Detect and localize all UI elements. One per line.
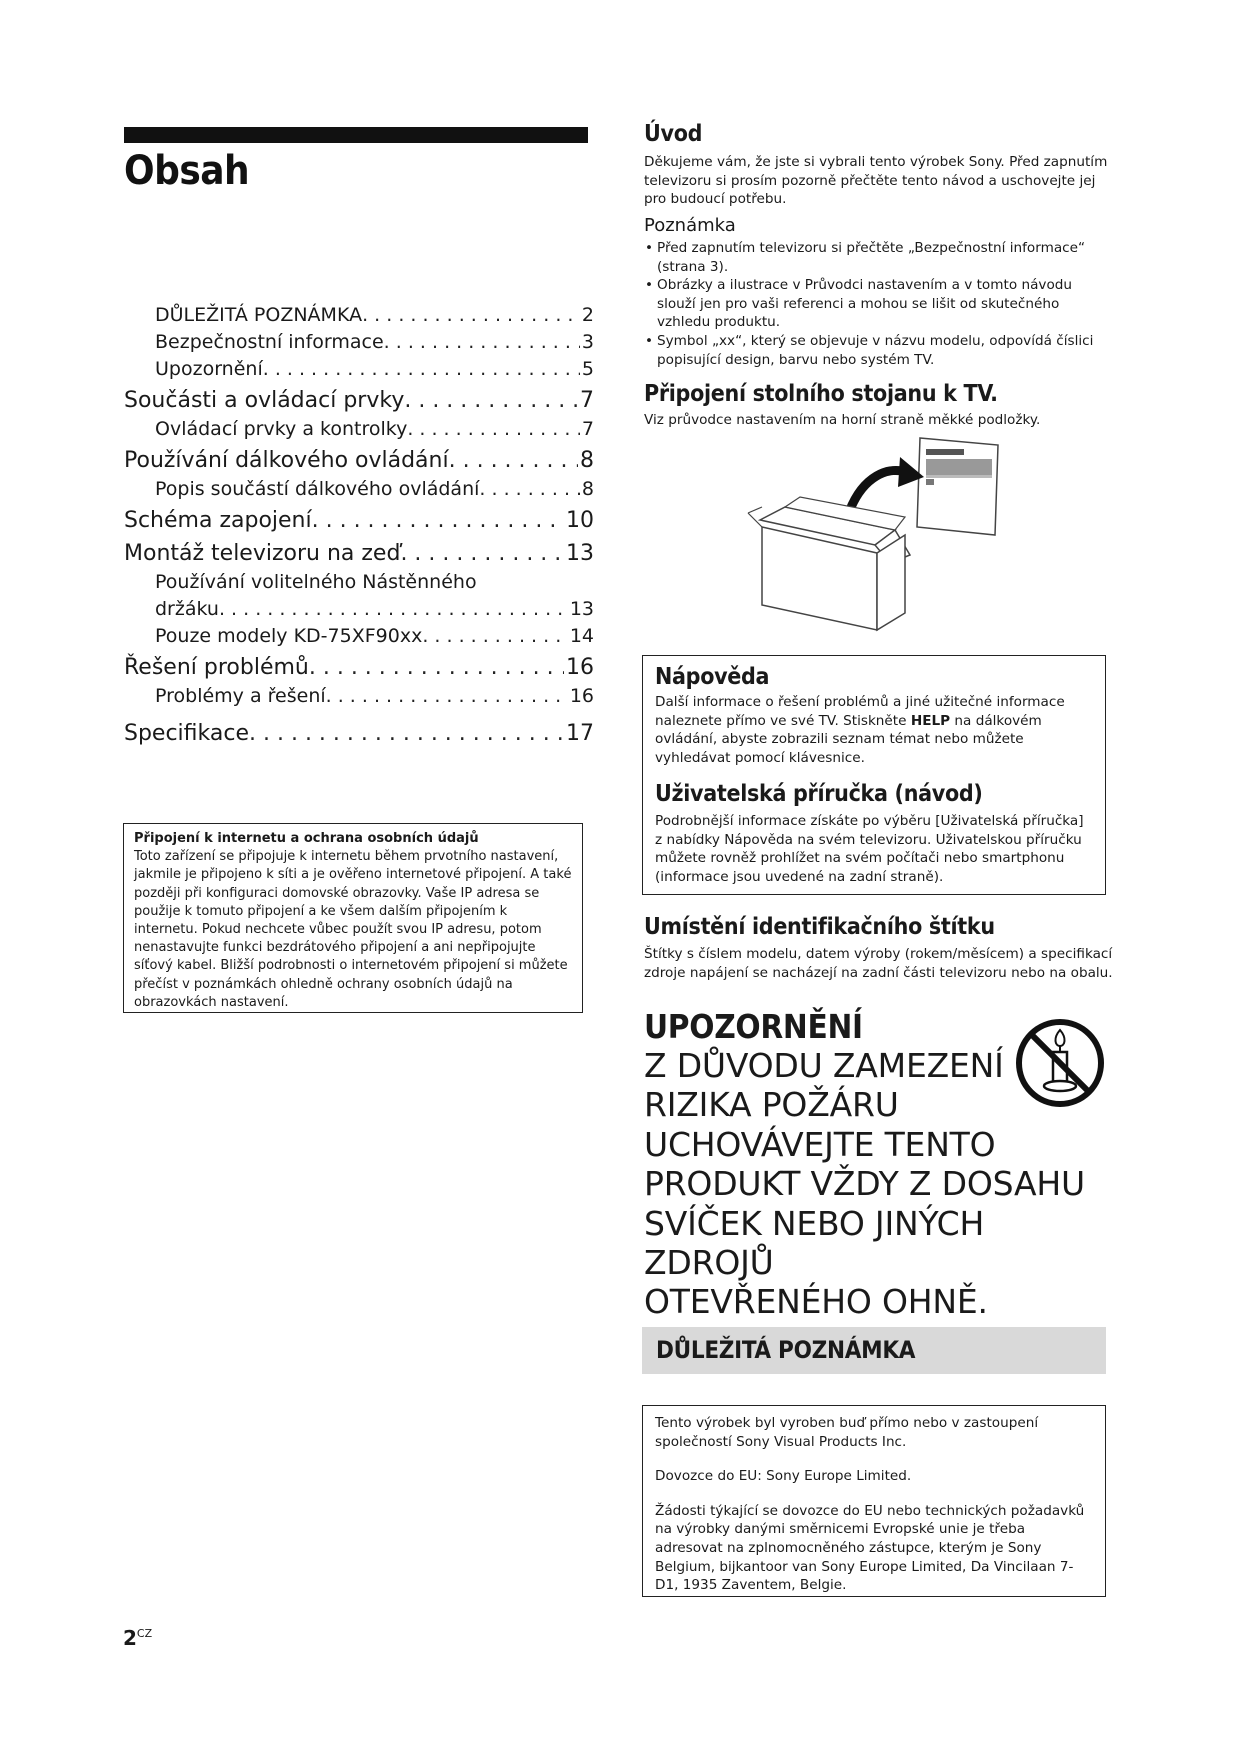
toc-entry-title: Ovládací prvky a kontrolky [155,418,408,440]
note-heading: Poznámka [644,215,736,236]
title-rule [124,127,588,143]
page-title: Obsah [124,148,250,194]
toc-entry-title: Pouze modely KD-75XF90xx [155,625,423,647]
privacy-notice-box [123,823,583,1013]
toc-entry-title: Popis součástí dálkového ovládání [155,478,480,500]
note-list [644,239,1114,369]
toc-entry-title: Součásti a ovládací prvky [124,388,405,413]
caution-line: SVÍČEK NEBO JINÝCH ZDROJŮ [644,1203,985,1283]
caution-heading: UPOZORNĚNÍ [644,1007,863,1046]
label-heading: Umístění identifikačního štítku [644,914,995,940]
manual-heading: Uživatelská příručka (návod) [655,781,983,807]
intro-heading: Úvod [644,121,703,147]
caution-line: PRODUKT VŽDY Z DOSAHU [644,1164,1085,1204]
page-number: $2^{CZ}$ [123,1626,153,1650]
toc-entry-title: Problémy a řešení [155,685,326,707]
note-item: • Obrázky a ilustrace v Průvodci nastavením a v tomto návodu slouží jen pro vaši referenci a mohou se lišit od skutečného vzhledu produktu. [644,276,1114,332]
toc-entry[interactable] [124,596,594,623]
toc-entry-page: 7 [580,388,594,413]
caution-line: RIZIKA POŽÁRU [644,1085,899,1125]
stand-heading: Připojení stolního stojanu k TV. [644,381,998,407]
manual-text: Podrobnější informace získáte po výběru [Uživatelská příručka] z nabídky Nápověda na svém televizoru. Uživatelskou příručku můžete rovněž prohlížet na svém počítači nebo smartphonu (informace jsou uvedené na zadní straně). [655,813,1084,885]
toc-entry[interactable] [124,356,594,383]
toc-entry-page: 16 [569,685,594,707]
intro-text: Děkujeme vám, že jste si vybrali tento výrobek Sony. Před zapnutím televizoru si prosím pozorně přečtěte tento návod a uschovejte jej pro budoucí potřebu. [644,154,1108,208]
toc-entry-page: 10 [566,508,594,533]
toc-entry-page: 14 [569,625,594,647]
toc-entry-page: 5 [581,358,594,380]
stand-text: Viz průvodce nastavením na horní straně měkké podložky. [644,412,1041,428]
toc-entry-page: 8 [580,448,594,473]
important-notice-heading: DŮLEŽITÁ POZNÁMKA [656,1336,916,1364]
importer-paragraph: Tento výrobek byl vyroben buď přímo nebo v zastoupení společností Sony Visual Products Inc. [655,1415,1039,1450]
toc-entry[interactable] [124,329,594,356]
toc-entry[interactable] [124,416,594,443]
toc-entry-page: 16 [566,655,594,680]
toc-entry-title: Specifikace [124,721,249,746]
note-item: • Před zapnutím televizoru si přečtěte „Bezpečnostní informace“ (strana 3). [644,239,1114,276]
toc-entry-title: DŮLEŽITÁ POZNÁMKA [155,304,363,326]
help-box [642,655,1106,895]
privacy-notice-title: Připojení k internetu a ochrana osobních údajů [134,831,479,846]
caution-line: OTEVŘENÉHO OHNĚ. [644,1282,988,1322]
help-key: HELP [910,712,951,729]
toc-entry-page: 8 [581,478,594,500]
toc-entry[interactable] [124,623,594,650]
importer-info-box [642,1405,1106,1597]
toc-entry-page: 2 [581,304,594,326]
important-notice-bar [642,1327,1106,1374]
toc-entry[interactable] [124,538,594,569]
no-open-flame-icon [1015,1018,1105,1112]
page-number-suffix: CZ [136,1627,153,1640]
toc-entry-title: Schéma zapojení [124,508,312,533]
table-of-contents [124,302,594,749]
help-heading: Nápověda [655,664,770,690]
label-text: Štítky s číslem modelu, datem výroby (rokem/měsícem) a specifikací zdroje napájení se nacházejí na zadní části televizoru nebo na obalu. [644,946,1113,981]
toc-entry[interactable] [124,683,594,710]
toc-entry-page: 3 [581,331,594,353]
toc-entry-title: Upozornění [155,358,263,380]
toc-entry-page: 17 [566,721,594,746]
note-item: • Symbol „xx“, který se objevuje v názvu modelu, odpovídá číslici popisující design, barvu nebo systém TV. [644,332,1114,369]
toc-entry[interactable] [124,476,594,503]
importer-paragraph: Dovozce do EU: Sony Europe Limited. [655,1468,912,1485]
tv-box-illustration [740,435,1010,639]
toc-entry-page: 13 [566,541,594,566]
toc-entry[interactable] [124,505,594,536]
toc-entry[interactable] [124,718,594,749]
toc-entry-page: 7 [581,418,594,440]
caution-line: Z DŮVODU ZAMEZENÍ [644,1046,1004,1085]
toc-entry-first-line[interactable]: Používání volitelného Nástěnného [155,571,477,593]
importer-paragraph: Žádosti týkající se dovozce do EU nebo technických požadavků na výrobky danými směrnicemi Evropské unie je třeba adresovat na zplnomocněného zástupce, kterým je Sony Belgium, bijkantoor van Sony Europe Limited, Da Vincilaan 7-D1, 1935 Zaventem, Belgie. [655,1502,1085,1594]
toc-entry-title: Bezpečnostní informace [155,331,384,353]
toc-entry-title: Řešení problémů [124,655,309,680]
caution-line: UCHOVÁVEJTE TENTO [644,1124,996,1164]
toc-entry[interactable] [124,445,594,476]
help-text: Další informace o řešení problémů a jiné užitečné informace naleznete přímo ve své TV. Stiskněte HELP na dálkovém ovládání, abyste zobrazili seznam témat nebo můžete vyhledávat pomocí klávesnice. [655,694,1065,766]
toc-entry[interactable] [124,302,594,329]
toc-entry[interactable] [124,385,594,416]
toc-entry-title: Používání dálkového ovládání [124,448,449,473]
toc-entry[interactable] [124,652,594,683]
toc-entry-title: Montáž televizoru na zeď [124,541,401,566]
toc-entry-title: držáku [155,598,219,620]
privacy-notice-text: Toto zařízení se připojuje k internetu během prvotního nastavení, jakmile je připojeno k síti a je ověřeno internetové připojení. A také později při konfiguraci domovské obrazovky. Vaše IP adresa se použije k tomuto připojení a ke všem dalším připojením k internetu. Pokud nechcete vůbec použít svou IP adresu, potom nenastavujte funkci bezdrátového připojení a ani nepřipojujte síťový kabel. Bližší podrobnosti o internetovém připojení si můžete přečíst v poznámkách ohledně ochrany osobních údajů na obrazovkách nastavení. [134,849,572,1010]
toc-entry-page: 13 [569,598,594,620]
